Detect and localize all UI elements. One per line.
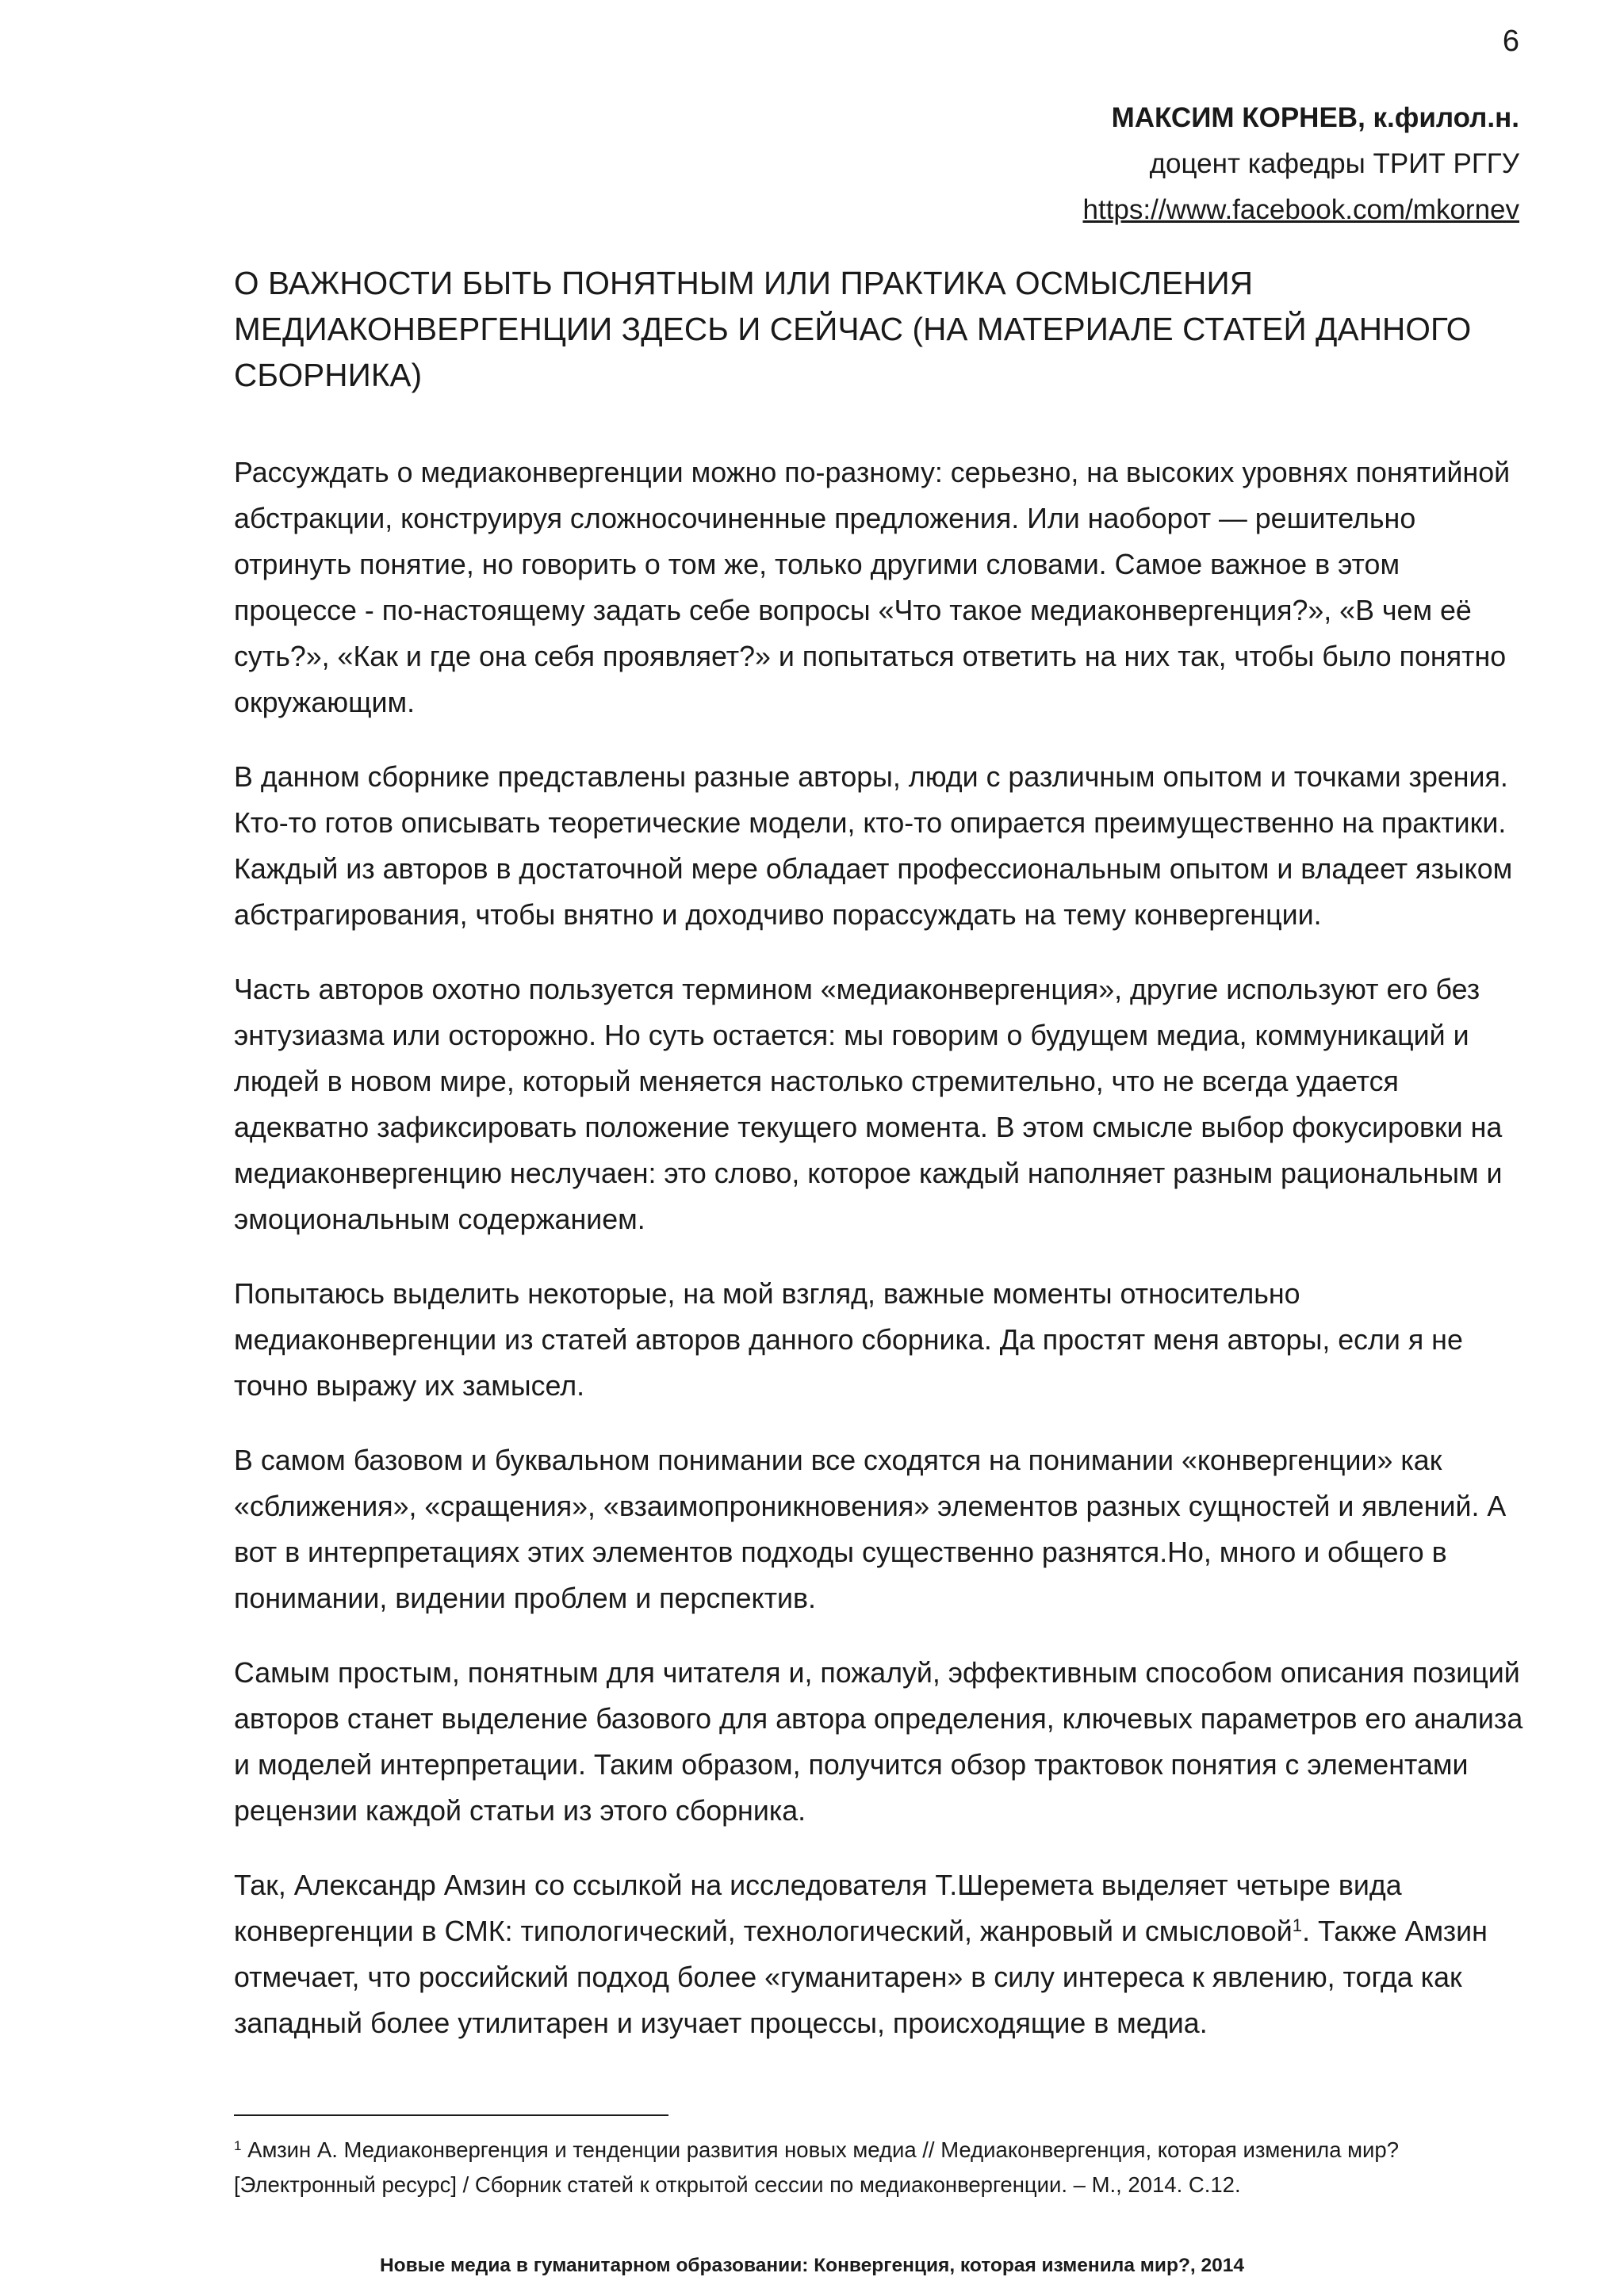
author-block bbox=[1083, 95, 1520, 233]
footnote bbox=[234, 2133, 1534, 2202]
author-profile-link[interactable]: https://www.facebook.com/mkornev bbox=[1082, 194, 1519, 225]
page-number: 6 bbox=[1502, 25, 1519, 58]
paragraph: Попытаюсь выделить некоторые, на мой взгляд, важные моменты относительно медиаконвергенции из статей авторов данного сборника. Да простят меня авторы, если я не точно выражу их замысел. bbox=[234, 1278, 1463, 1402]
paragraph-text: . Также Амзин отмечает, что российский подход более «гуманитарен» в силу интереса к явлению, тогда как западный более утилитарен и изучает процессы, происходящие в медиа. bbox=[234, 1915, 1488, 2039]
footnote-text: Амзин А. Медиаконвергенция и тенденции развития новых медиа // Медиаконвергенция, которая изменила мир? [Электронный ресурс] / Сборник статей к открытой сессии по медиаконвергенции. – М., 2014. С.12. bbox=[234, 2137, 1400, 2197]
paragraph-with-footnote-ref bbox=[234, 1862, 1526, 2046]
paragraph: Рассуждать о медиаконвергенции можно по-разному: серьезно, на высоких уровнях понятийной абстракции, конструируя сложносочиненные предложения. Или наоборот — решительно отринуть понятие, но говорить о том же, только другими словами. Самое важное в этом процессе - по-настоящему задать себе вопросы «Что такое медиаконвергенция?», «В чем её суть?», «Как и где она себя проявляет?» и попытаться ответить на них так, чтобы было понятно окружающим. bbox=[234, 457, 1511, 718]
author-position: доцент кафедры ТРИТ РГГУ bbox=[1149, 148, 1519, 179]
page-footer: Новые медиа в гуманитарном образовании: Конвергенция, которая изменила мир?, 2014 bbox=[379, 2255, 1245, 2276]
paragraph: В самом базовом и буквальном понимании все сходятся на понимании «конвергенции» как «сближения», «сращения», «взаимопроникновения» элементов разных сущностей и явлений. А вот в интерпретациях этих элементов подходы существенно разнятся.Но, много и общего в понимании, видении проблем и перспектив. bbox=[234, 1445, 1507, 1614]
article-title: О ВАЖНОСТИ БЫТЬ ПОНЯТНЫМ ИЛИ ПРАКТИКА ОСМЫСЛЕНИЯ МЕДИАКОНВЕРГЕНЦИИ ЗДЕСЬ И СЕЙЧАС (НА МАТЕРИАЛЕ СТАТЕЙ ДАННОГО СБОРНИКА) bbox=[234, 265, 1472, 393]
paragraph: Самым простым, понятным для читателя и, пожалуй, эффективным способом описания позиций авторов станет выделение базового для автора определения, ключевых параметров его анализа и моделей интерпретации. Таким образом, получится обзор трактовок понятия с элементами рецензии каждой статьи из этого сборника. bbox=[234, 1657, 1523, 1827]
footnote-divider bbox=[234, 2114, 668, 2116]
paragraph-text: Так, Александр Амзин со ссылкой на исследователя Т.Шеремета выделяет четыре вида конвергенции в СМК: типологический, технологический, жанровый и смысловой bbox=[234, 1869, 1402, 1947]
footnote-marker: 1 bbox=[234, 2137, 242, 2153]
article-body bbox=[234, 450, 1526, 2075]
footnote-reference[interactable]: 1 bbox=[1292, 1915, 1303, 1935]
paragraph: В данном сборнике представлены разные авторы, люди с различным опытом и точками зрения. Кто-то готов описывать теоретические модели, кто-то опирается преимущественно на практики. Каждый из авторов в достаточной мере обладает профессиональным опытом и владеет языком абстрагирования, чтобы внятно и доходчиво порассуждать на тему конвергенции. bbox=[234, 761, 1513, 931]
author-name: МАКСИМ КОРНЕВ, к.филол.н. bbox=[1111, 102, 1519, 133]
paragraph: Часть авторов охотно пользуется термином «медиаконвергенция», другие используют его без энтузиазма или осторожно. Но суть остается: мы говорим о будущем медиа, коммуникаций и людей в новом мире, который меняется настолько стремительно, что не всегда удается адекватно зафиксировать положение текущего момента. В этом смысле выбор фокусировки на медиаконвергенцию неслучаен: это слово, которое каждый наполняет разным рациональным и эмоциональным содержанием. bbox=[234, 974, 1503, 1235]
